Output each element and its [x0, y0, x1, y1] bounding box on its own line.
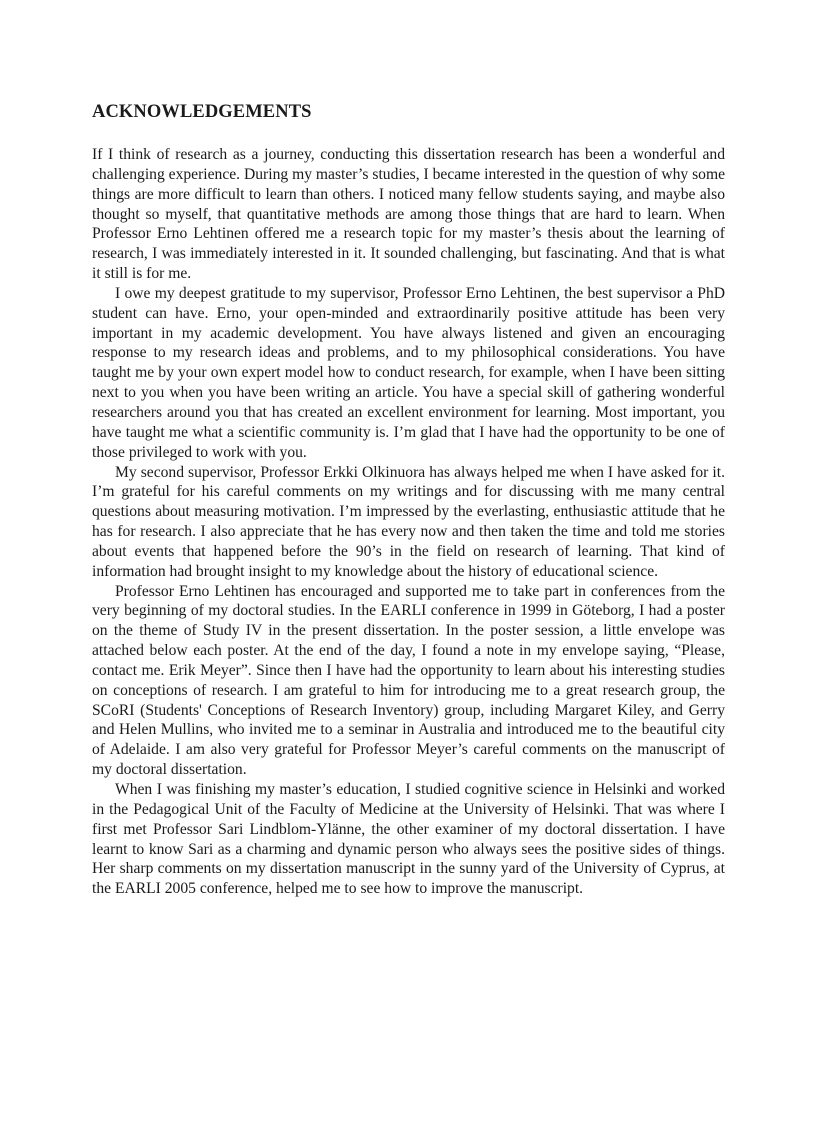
- paragraph-intro: If I think of research as a journey, conducting this dissertation research has been a wonderful and challenging experience. During my master’s studies, I became interested in the question of why some things are more difficult to learn than others. I noticed many fellow students saying, and maybe also thought so myself, that quantitative methods are among those things that are hard to learn. When Professor Erno Lehtinen offered me a research topic for my master’s thesis about the learning of research, I was immediately interested in it. It sounded challenging, but fascinating. And that is what it still is for me.: [92, 146, 725, 283]
- paragraph-second-supervisor: My second supervisor, Professor Erkki Olkinuora has always helped me when I have asked for it. I’m grateful for his careful comments on my writings and for discussing with me many central questions about measuring motivation. I’m impressed by the everlasting, enthusiastic attitude that he has for research. I also appreciate that he has every now and then taken the time and told me stories about events that happened before the 90’s in the field on research of learning. That kind of information had brought insight to my knowledge about the history of educational science.: [92, 463, 725, 580]
- paragraph-supervisor: I owe my deepest gratitude to my supervisor, Professor Erno Lehtinen, the best supervisor a PhD student can have. Erno, your open-minded and extraordinarily positive attitude has been very important in my academic development. You have always listened and given an encouraging response to my research ideas and problems, and to my philosophical considerations. You have taught me by your own expert model how to conduct research, for example, when I have been sitting next to you when you have been writing an article. You have a special skill of gathering wonderful researchers around you that has created an excellent environment for learning. Most important, you have taught me what a scientific community is. I’m glad that I have had the opportunity to be one of those privileged to work with you.: [92, 284, 725, 461]
- page-title: ACKNOWLEDGEMENTS: [92, 102, 312, 122]
- paragraph-examiner: When I was finishing my master’s education, I studied cognitive science in Helsinki and worked in the Pedagogical Unit of the Faculty of Medicine at the University of Helsinki. That was where I first met Professor Sari Lindblom-Ylänne, the other examiner of my doctoral dissertation. I have learnt to know Sari as a charming and dynamic person who always sees the positive sides of things. Her sharp comments on my dissertation manuscript in the sunny yard of the University of Cyprus, at the EARLI 2005 conference, helped me to see how to improve the manuscript.: [92, 781, 725, 898]
- paragraph-conferences: Professor Erno Lehtinen has encouraged and supported me to take part in conferences from the very beginning of my doctoral studies. In the EARLI conference in 1999 in Göteborg, I had a poster on the theme of Study IV in the present dissertation. In the poster session, a little envelope was attached below each poster. At the end of the day, I found a note in my envelope saying, “Please, contact me. Erik Meyer”. Since then I have had the opportunity to learn about his interesting studies on conceptions of research. I am grateful to him for introducing me to a great research group, the SCoRI (Students' Conceptions of Research Inventory) group, including Margaret Kiley, and Gerry and Helen Mullins, who invited me to a seminar in Australia and introduced me to the beautiful city of Adelaide. I am also very grateful for Professor Meyer’s careful comments on the manuscript of my doctoral dissertation.: [92, 582, 725, 779]
- document-page: [92, 100, 725, 899]
